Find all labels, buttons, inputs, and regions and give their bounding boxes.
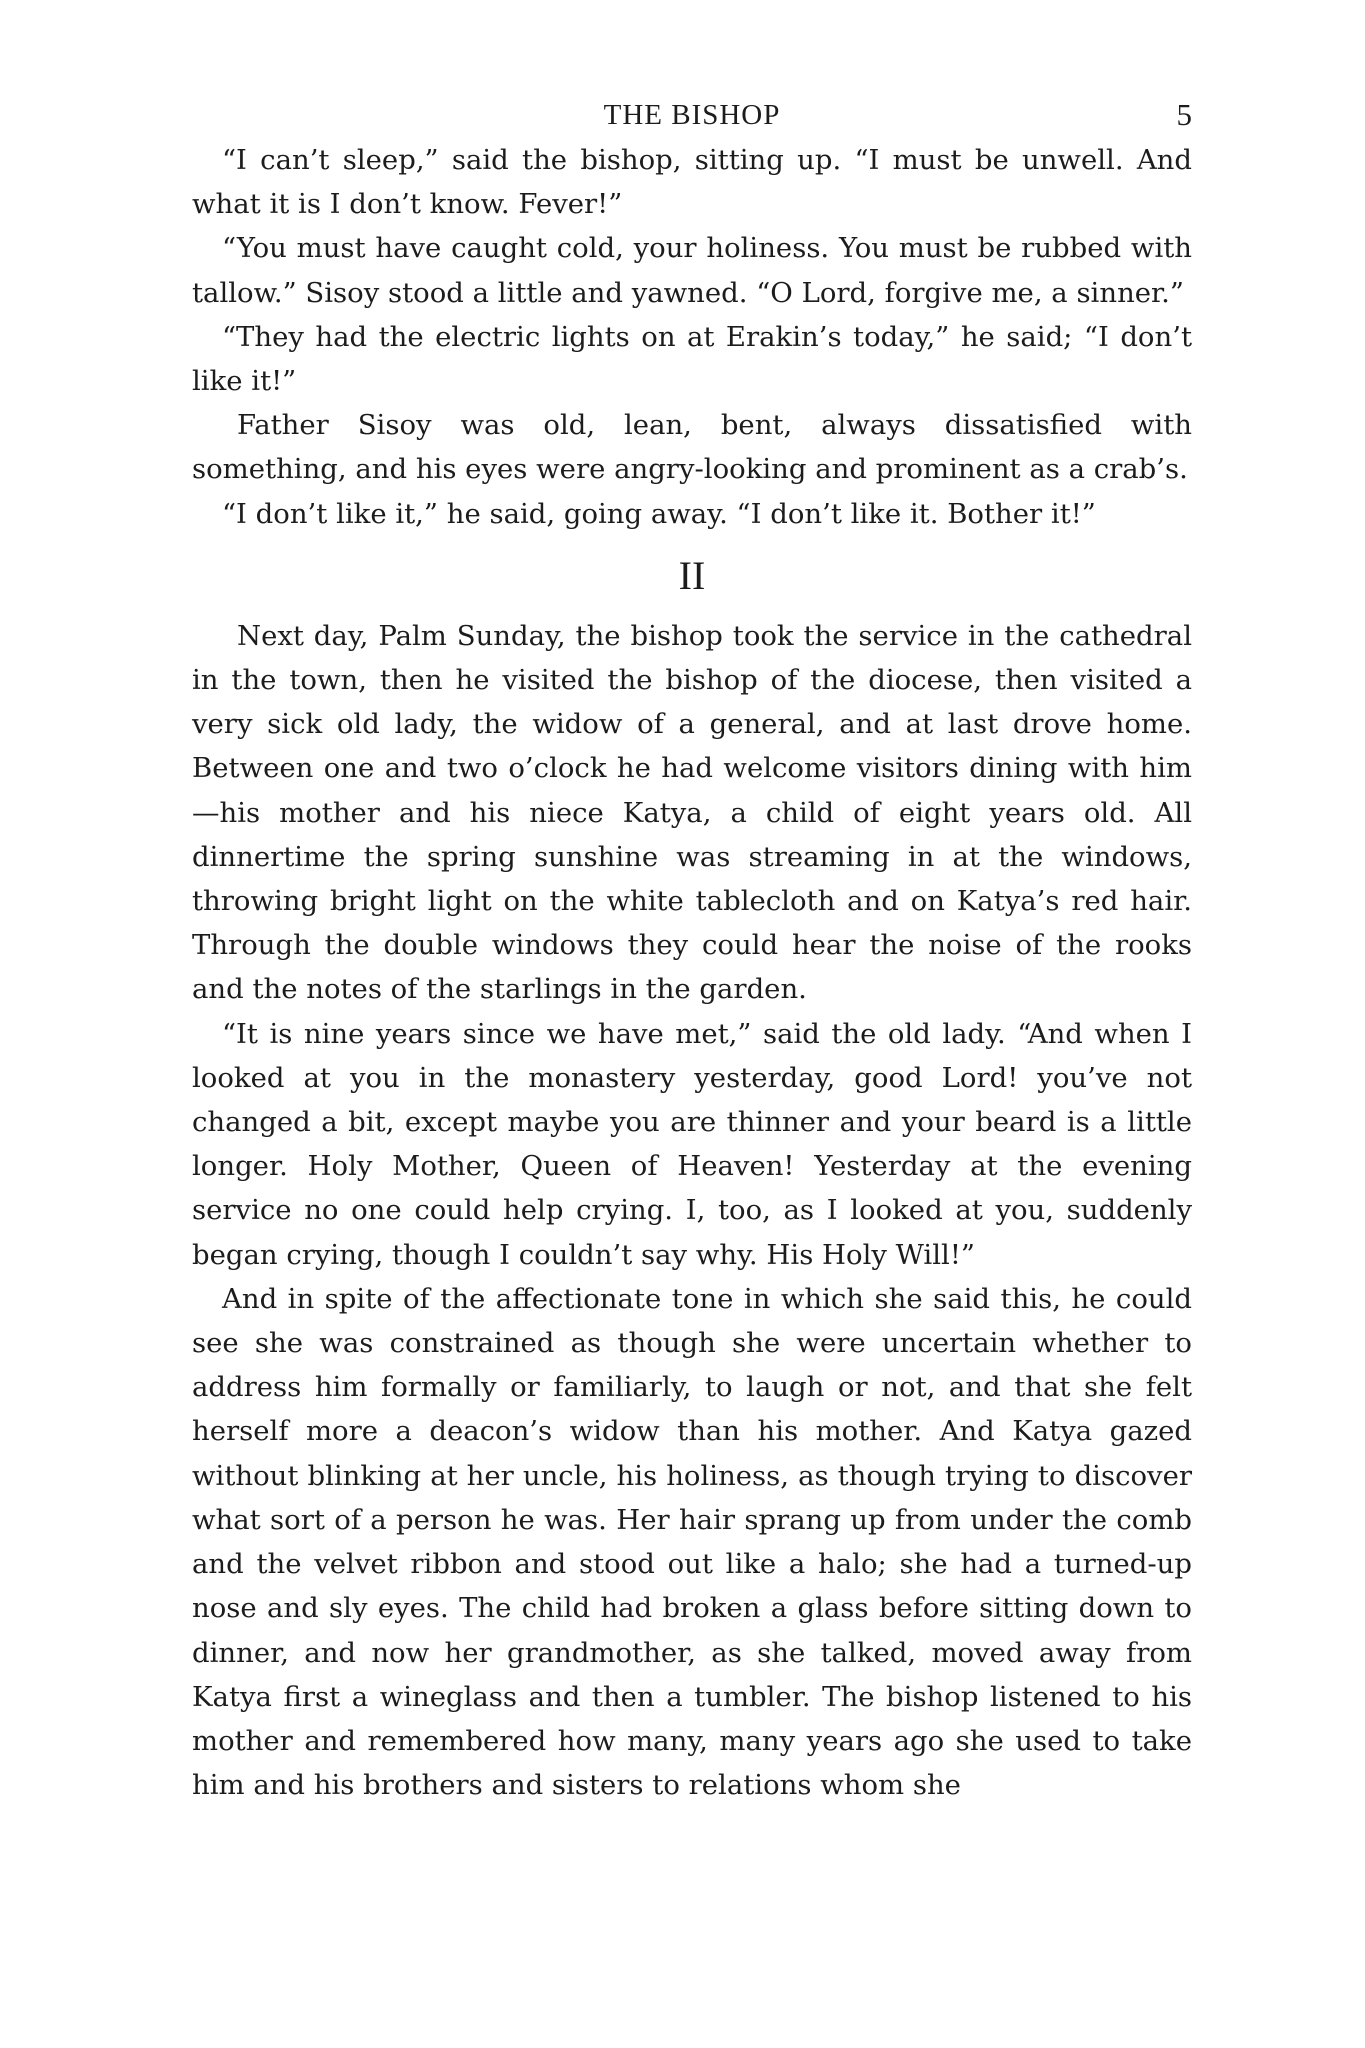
paragraph: “I don’t like it,” he said, going away. “I don’t like it. Bother it!” bbox=[222, 497, 1096, 530]
book-page bbox=[192, 92, 1192, 1807]
section-heading: II bbox=[678, 552, 706, 598]
paragraph: “They had the electric lights on at Erakin’s today,” he said; “I don’t like it!” bbox=[192, 320, 1192, 398]
paragraph: “You must have caught cold, your holiness. You must be rubbed with tallow.” Sisoy stood a little and yawned. “O Lord, forgive me, a sinner.” bbox=[192, 232, 1192, 309]
body-text bbox=[192, 138, 1192, 1807]
running-header bbox=[192, 92, 1192, 138]
running-title: THE BISHOP bbox=[603, 99, 781, 131]
paragraph: “It is nine years since we have met,” said the old lady. “And when I looked at you in the monastery yesterday, good Lord! you’ve not changed a bit, except maybe you are thinner and your beard is a little longer. Holy Mother, Queen of Heaven! Yesterday at the evening service no one could help crying. I, too, as I looked at you, suddenly began crying, though I couldn’t say why. His Holy Will!” bbox=[192, 1017, 1192, 1271]
paragraph: And in spite of the affectionate tone in which she said this, he could see she was constrained as though she were uncertain whether to address him formally or familiarly, to laugh or not, and that she felt herself more a deacon’s widow than his mother. And Katya gazed without blinking at her uncle, his holiness, as though trying to discover what sort of a person he was. Her hair sprang up from under the comb and the velvet ribbon and stood out like a halo; she had a turned-up nose and sly eyes. The child had broken a glass before sitting down to dinner, and now her grandmother, as she talked, moved away from Katya first a wineglass and then a tumbler. The bishop listened to his mother and remembered how many, many years ago she used to take him and his brothers and sisters to relations whom she bbox=[192, 1282, 1192, 1802]
paragraph: “I can’t sleep,” said the bishop, sitting up. “I must be unwell. And what it is I don’t know. Fever!” bbox=[192, 144, 1192, 221]
paragraph: Next day, Palm Sunday, the bishop took the service in the cathedral in the town, then he visited the bishop of the diocese, then visited a very sick old lady, the widow of a general, and at last drove home. Between one and two o’clock he had welcome visitors dining with him—his mother and his niece Katya, a child of eight years old. All dinnertime the spring sunshine was streaming in at the windows, throwing bright light on the white tablecloth and on Katya’s red hair. Through the double windows they could hear the noise of the rooks and the notes of the starlings in the garden. bbox=[192, 619, 1192, 1006]
page-number: 5 bbox=[1176, 97, 1192, 132]
paragraph: Father Sisoy was old, lean, bent, always dissatisfied with something, and his eyes were angry-looking and prominent as a crab’s. bbox=[192, 409, 1192, 486]
